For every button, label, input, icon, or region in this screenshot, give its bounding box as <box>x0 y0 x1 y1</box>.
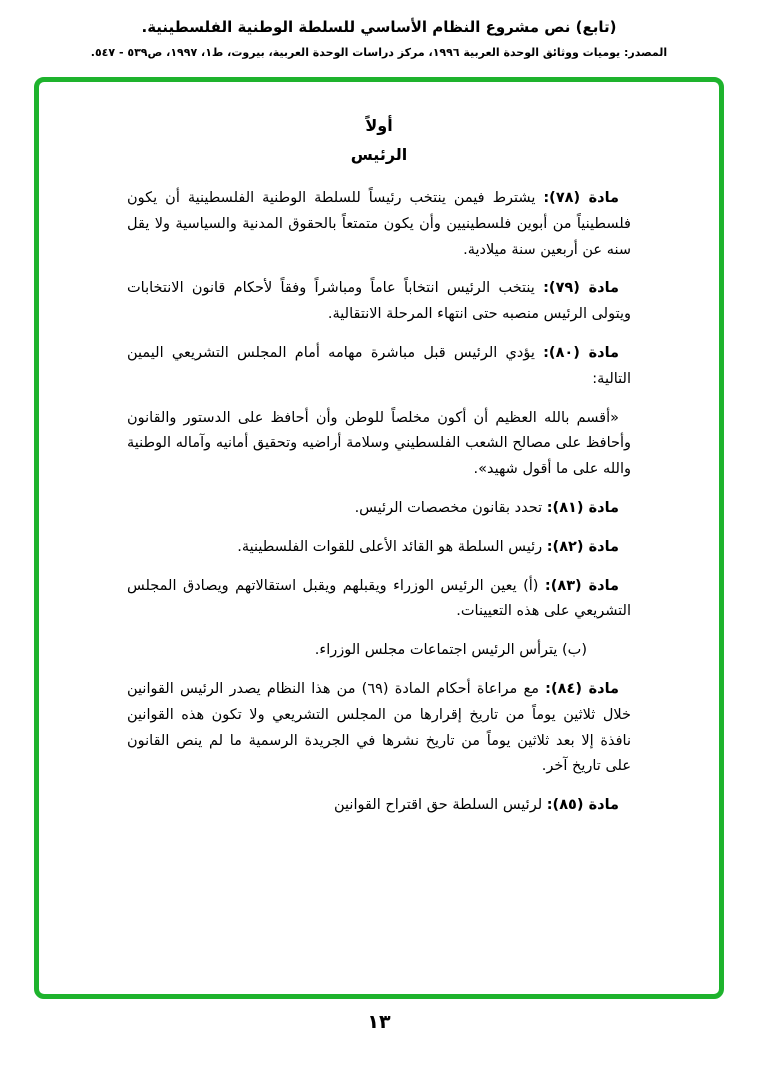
article-83-clause-b <box>127 638 631 664</box>
section-subheading: الرئيس <box>350 145 408 164</box>
oath-quote <box>127 406 631 483</box>
article-label: مادة (٨١): <box>546 499 619 516</box>
article-81 <box>127 496 631 522</box>
section-heading: أولاً <box>365 116 393 135</box>
article-label: مادة (٧٩): <box>543 280 620 297</box>
article-84 <box>127 677 631 780</box>
article-83 <box>127 574 631 626</box>
article-text: ينتخب الرئيس انتخاباً عاماً ومباشراً وفقاً لأحكام قانون الانتخابات ويتولى الرئيس منصبه حتى انتهاء المرحلة الانتقالية. <box>127 280 631 323</box>
article-82 <box>127 535 631 561</box>
article-text: تحدد بقانون مخصصات الرئيس. <box>354 499 543 516</box>
article-label: مادة (٨٢): <box>546 538 619 555</box>
article-80 <box>127 341 631 393</box>
page-number: ١٣ <box>367 1011 391 1033</box>
article-text: (ب) يترأس الرئيس اجتماعات مجلس الوزراء. <box>314 642 587 659</box>
article-79 <box>127 276 631 328</box>
article-label: مادة (٧٨): <box>543 190 619 206</box>
article-85 <box>127 793 631 819</box>
document-header <box>0 0 758 59</box>
article-text: يؤدي الرئيس قبل مباشرة مهامه أمام المجلس التشريعي اليمين التالية: <box>127 344 631 387</box>
article-text: يشترط فيمن ينتخب رئيساً للسلطة الوطنية الفلسطينية أن يكون فلسطينياً من أبوين فلسطينيين وأن يكون متمتعاً بالحقوق المدنية والسياسية ولا يقل سنه عن أربعين سنة ميلادية. <box>127 190 631 258</box>
article-text: رئيس السلطة هو القائد الأعلى للقوات الفلسطينية. <box>237 538 543 555</box>
article-text: مع مراعاة أحكام المادة (٦٩) من هذا النظام يصدر الرئيس القوانين خلال ثلاثين يوماً من تاريخ إقرارها من المجلس التشريعي ولا تكون هذه القوانين نافذة إلا بعد ثلاثين يوماً من تاريخ نشرها في الجريدة الرسمية ما لم ينص القانون على تاريخ آخر. <box>127 680 631 775</box>
document-title: (تابع) نص مشروع النظام الأساسي للسلطة الوطنية الفلسطينية. <box>141 18 617 36</box>
article-text: (أ) يعين الرئيس الوزراء ويقبلهم ويقبل استقالاتهم ويصادق المجلس التشريعي على هذه التعيينات. <box>127 577 631 620</box>
article-text: لرئيس السلطة حق اقتراح القوانين <box>334 797 543 814</box>
article-text: «أقسم بالله العظيم أن أكون مخلصاً للوطن وأن أحافظ على الدستور والقانون وأحافظ على مصالح الشعب الفلسطيني وسلامة أراضيه وتحقيق أمانيه وآماله الوطنية والله على ما أقول شهيد». <box>127 409 631 478</box>
document-body <box>127 116 631 819</box>
article-78 <box>127 186 631 263</box>
article-label: مادة (٨٥): <box>546 797 619 814</box>
article-label: مادة (٨٤): <box>545 680 619 697</box>
article-label: مادة (٨٠): <box>543 344 620 361</box>
source-citation: المصدر: يوميات ووثائق الوحدة العربية ١٩٩٦، مركز دراسات الوحدة العربية، بيروت، ط١، ١٩٩٧، ص٥٣٩ - ٥٤٧. <box>90 46 668 59</box>
green-border-frame <box>34 77 724 999</box>
article-label: مادة (٨٣): <box>544 577 620 594</box>
